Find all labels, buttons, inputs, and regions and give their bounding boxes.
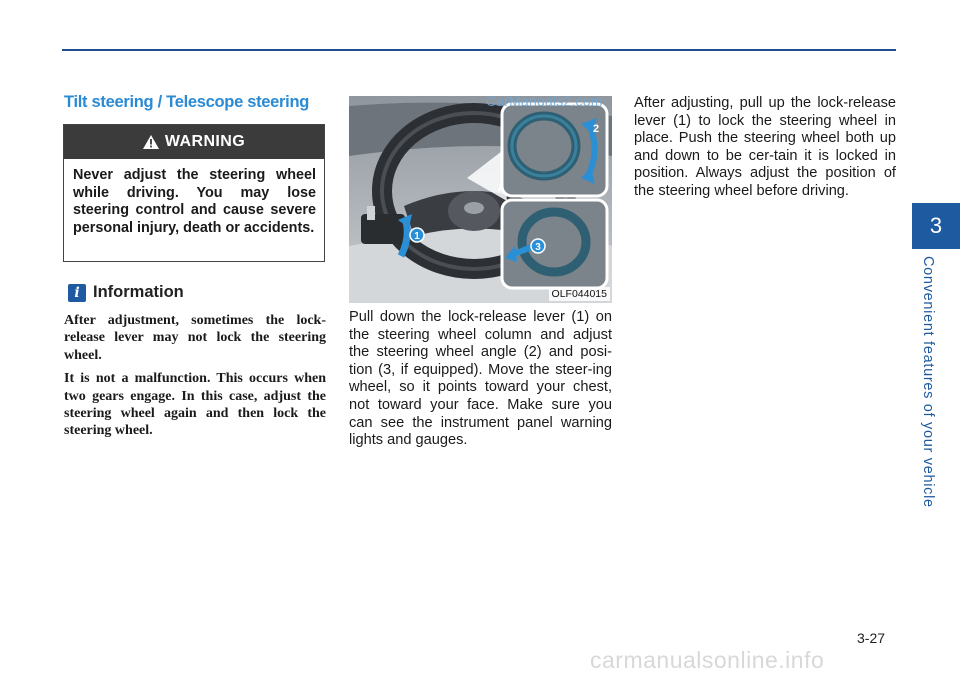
body-text-column-3: After adjusting, pull up the lock-release lever (1) to lock the steering wheel in place. Push the steering wheel both up and down to be cer-tain it is locked in position. Always adjust the position of the steering wheel before driving. xyxy=(634,95,896,199)
callout-1: 1 xyxy=(414,231,420,242)
warning-label: WARNING xyxy=(164,133,246,150)
information-heading xyxy=(68,283,184,302)
callout-3: 3 xyxy=(535,242,541,253)
callout-2: 2 xyxy=(593,123,600,135)
watermark-link: CarManuals2.com xyxy=(486,93,603,109)
body-text-column-2: Pull down the lock-release lever (1) on the steering wheel column and adjust the steering wheel angle (2) and posi-tion (3, if equipped). Move the steer-ing wheel, so it points toward your chest, not toward your face. Make sure you can see the instrument panel warning lights and gauges. xyxy=(349,309,612,449)
page-number: 3-27 xyxy=(857,630,886,646)
section-title: Tilt steering / Telescope steering xyxy=(64,93,310,111)
chapter-title: Convenient features of your vehicle xyxy=(920,256,936,508)
warning-triangle-icon xyxy=(143,135,159,149)
information-paragraph: After adjustment, sometimes the lock-release lever may not lock the steering wheel. xyxy=(64,313,326,363)
warning-text: Never adjust the steering wheel while driving. You may lose steering control and cause severe personal injury, death or accidents. xyxy=(73,167,316,236)
information-text xyxy=(64,312,326,446)
header-rule xyxy=(62,49,896,51)
info-icon: i xyxy=(68,284,86,302)
information-paragraph: It is not a malfunction. This occurs when two gears engage. In this case, adjust the steering wheel again and then lock the steering wheel. xyxy=(64,371,326,439)
information-label: Information xyxy=(93,283,184,301)
figure-code: OLF044015 xyxy=(549,287,610,301)
steering-figure xyxy=(349,96,612,303)
footer-watermark: carmanualsonline.info xyxy=(590,647,825,673)
warning-box xyxy=(63,124,325,262)
chapter-number-tab: 3 xyxy=(912,203,960,249)
steering-wheel-illustration xyxy=(349,96,612,303)
warning-header xyxy=(64,125,324,159)
